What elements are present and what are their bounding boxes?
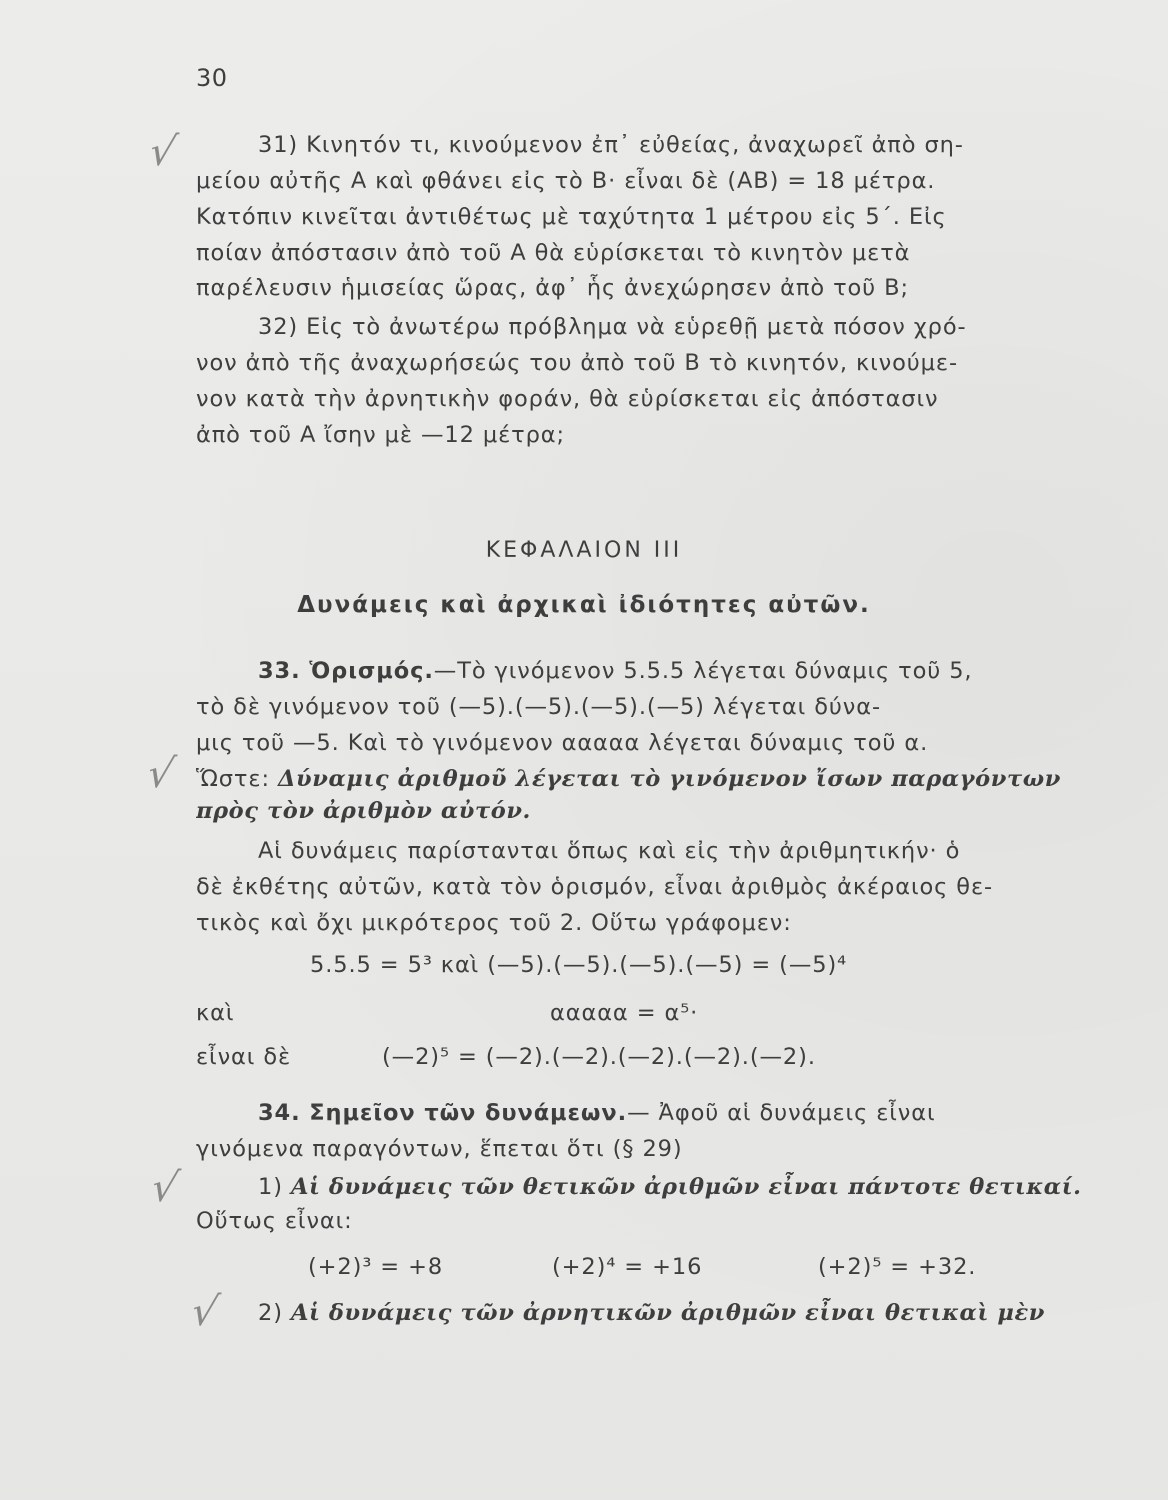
definition-text: Δύναμις ἀριθμοῦ λέγεται τὸ γινόμενον ἴσων παραγόντων xyxy=(277,766,1061,792)
problem-line: 32) Εἰς τὸ ἀνωτέρω πρόβλημα νὰ εὑρεθῇ μετὰ πόσον χρό- xyxy=(258,314,967,340)
section-heading: 33. Ὁρισμός. xyxy=(258,658,434,684)
problem-line: νον κατὰ τὴν ἀρνητικὴν φοράν, θὰ εὑρίσκεται εἰς ἀπόστασιν xyxy=(196,386,939,412)
problem-line: 31) Κινητόν τι, κινούμενον ἐπ᾽ εὐθείας, ἀναχωρεῖ ἀπὸ ση- xyxy=(258,132,964,158)
item-number: 2) xyxy=(258,1300,291,1326)
section-text: Ὥστε: xyxy=(196,766,278,792)
section-line: μις τοῦ —5. Καὶ τὸ γινόμενον ααααα λέγεται δύναμις τοῦ α. xyxy=(196,730,929,756)
section-line: γινόμενα παραγόντων, ἕπεται ὅτι (§ 29) xyxy=(196,1136,683,1162)
section-line xyxy=(196,796,1162,826)
rule-text: Αἱ δυνάμεις τῶν ἀρνητικῶν ἀριθμῶν εἶναι θετικαὶ μὲν xyxy=(290,1300,1045,1326)
page-number: 30 xyxy=(196,64,228,92)
section-heading: 34. Σημεῖον τῶν δυνάμεων. xyxy=(258,1100,628,1126)
formula: (—2)⁵ = (—2).(—2).(—2).(—2).(—2). xyxy=(382,1044,816,1070)
section-text: —Τὸ γινόμενον 5.5.5 λέγεται δύναμις τοῦ 5, xyxy=(433,658,973,684)
formula: ααααα = α⁵· xyxy=(550,1000,699,1026)
section-line xyxy=(196,764,1162,794)
formula-label: καὶ xyxy=(196,1000,235,1026)
problem-line: νον ἀπὸ τῆς ἀναχωρήσεώς του ἀπὸ τοῦ Β τὸ κινητόν, κινούμε- xyxy=(196,350,958,376)
check-mark-icon: √ xyxy=(187,1289,223,1335)
paragraph-line: τικὸς καὶ ὄχι μικρότερος τοῦ 2. Οὕτω γράφομεν: xyxy=(196,910,792,936)
section-line xyxy=(258,1098,1162,1128)
problem-line: παρέλευσιν ἡμισείας ὥρας, ἀφ᾽ ἧς ἀνεχώρησεν ἀπὸ τοῦ Β; xyxy=(196,275,909,301)
problem-line: ἀπὸ τοῦ Α ἴσην μὲ —12 μέτρα; xyxy=(196,422,566,448)
section-line xyxy=(258,656,1162,686)
check-mark-icon: √ xyxy=(147,1165,183,1211)
section-line xyxy=(258,1172,1162,1202)
problem-line: ποίαν ἀπόστασιν ἀπὸ τοῦ Α θὰ εὑρίσκεται τὸ κινητὸν μετὰ xyxy=(196,240,911,266)
formula: (+2)⁵ = +32. xyxy=(818,1254,977,1280)
item-number: 1) xyxy=(258,1174,291,1200)
section-line: Οὕτως εἶναι: xyxy=(196,1208,353,1234)
chapter-heading: ΚΕΦΑΛΑΙΟΝ ΙΙΙ xyxy=(485,538,683,563)
check-mark-icon: √ xyxy=(143,751,179,797)
section-line xyxy=(258,1298,1162,1328)
rule-text: Αἱ δυνάμεις τῶν θετικῶν ἀριθμῶν εἶναι πάντοτε θετικαί. xyxy=(290,1174,1082,1200)
formula-label: εἶναι δὲ xyxy=(196,1044,292,1070)
section-line: τὸ δὲ γινόμενον τοῦ (—5).(—5).(—5).(—5) λέγεται δύνα- xyxy=(196,694,882,720)
paragraph-line: δὲ ἐκθέτης αὐτῶν, κατὰ τὸν ὁρισμόν, εἶναι ἀριθμὸς ἀκέραιος θε- xyxy=(196,874,994,900)
paragraph-line: Αἱ δυνάμεις παρίστανται ὅπως καὶ εἰς τὴν ἀριθμητικήν· ὁ xyxy=(258,838,961,864)
section-text: — Ἀφοῦ αἱ δυνάμεις εἶναι xyxy=(627,1100,936,1126)
formula: (+2)³ = +8 xyxy=(308,1254,444,1280)
formula: 5.5.5 = 5³ καὶ (—5).(—5).(—5).(—5) = (—5)⁴ xyxy=(310,952,848,978)
problem-line: μείου αὐτῆς Α καὶ φθάνει εἰς τὸ Β· εἶναι δὲ (ΑΒ) = 18 μέτρα. xyxy=(196,168,936,194)
formula: (+2)⁴ = +16 xyxy=(552,1254,703,1280)
check-mark-icon: √ xyxy=(145,129,181,175)
chapter-title: Δυνάμεις καὶ ἀρχικαὶ ἰδιότητες αὐτῶν. xyxy=(297,592,871,618)
problem-line: Κατόπιν κινεῖται ἀντιθέτως μὲ ταχύτητα 1 μέτρου εἰς 5΄. Εἰς xyxy=(196,204,947,230)
definition-text: πρὸς τὸν ἀριθμὸν αὐτόν. xyxy=(196,798,531,824)
